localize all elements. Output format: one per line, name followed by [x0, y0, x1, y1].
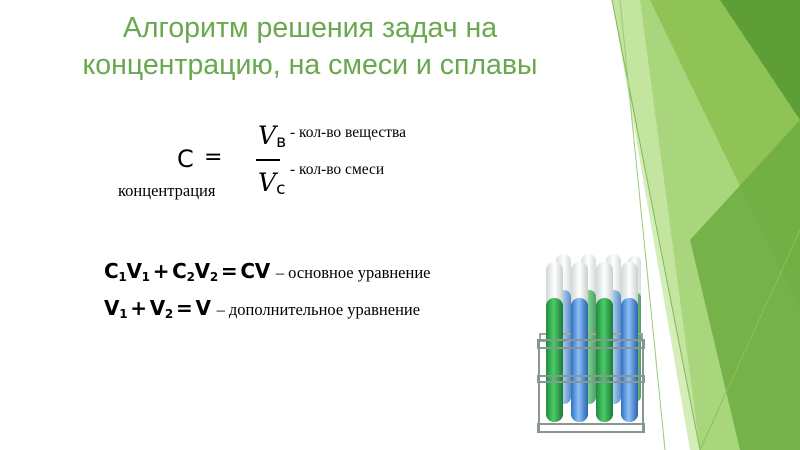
- tube-liquid: [571, 298, 588, 422]
- eq-term: V: [194, 259, 210, 283]
- fraction-denominator: [258, 168, 285, 199]
- main-equation-formula: [104, 259, 270, 283]
- eq-subscript: 2: [209, 270, 218, 284]
- title-line-2: концентрацию, на смеси и сплавы: [82, 49, 538, 81]
- rack-frame-base: [538, 424, 644, 432]
- eq-subscript: 1: [118, 270, 127, 284]
- tube-liquid: [546, 298, 563, 422]
- eq-term: C: [172, 259, 187, 283]
- eq-rhs: CV: [240, 259, 270, 283]
- eq-term: V: [149, 296, 165, 320]
- numerator-description: - кол-во вещества: [290, 124, 407, 141]
- eq-term: V: [126, 259, 142, 283]
- eq-term: C: [104, 259, 119, 283]
- equals-sign: =: [204, 145, 223, 170]
- additional-equation-formula: [104, 296, 211, 320]
- eq-subscript: 2: [164, 307, 173, 321]
- slide-title: [30, 10, 590, 84]
- eq-term: V: [104, 296, 120, 320]
- eq-rhs: V: [195, 296, 211, 320]
- eq-subscript: 1: [119, 307, 128, 321]
- numerator-sub: в: [276, 132, 287, 152]
- main-equation: [104, 259, 431, 284]
- concentration-label: концентрация: [118, 181, 216, 200]
- numerator-var: V: [258, 121, 277, 150]
- eq-equals: =: [220, 259, 238, 283]
- additional-equation: [104, 296, 420, 321]
- title-line-1: Алгоритм решения задач на: [122, 12, 498, 44]
- eq-equals: =: [175, 296, 193, 320]
- fraction-bar: [256, 159, 280, 161]
- eq-dash: –: [216, 300, 225, 319]
- eq-dash: –: [275, 263, 285, 282]
- denominator-var: V: [258, 168, 277, 197]
- eq-plus: +: [130, 296, 147, 320]
- test-tubes-image: [536, 248, 646, 438]
- main-equation-caption: основное уравнение: [288, 263, 431, 282]
- fraction-numerator: [258, 121, 286, 152]
- eq-plus: +: [152, 259, 170, 283]
- tube-liquid: [596, 298, 613, 422]
- tube-liquid: [621, 298, 638, 422]
- denominator-description: - кол-во смеси: [290, 161, 385, 178]
- denominator-sub: с: [276, 179, 286, 199]
- eq-subscript: 2: [186, 270, 195, 284]
- concentration-symbol: C: [177, 145, 194, 173]
- eq-subscript: 1: [141, 270, 150, 284]
- additional-equation-caption: дополнительное уравнение: [228, 300, 421, 319]
